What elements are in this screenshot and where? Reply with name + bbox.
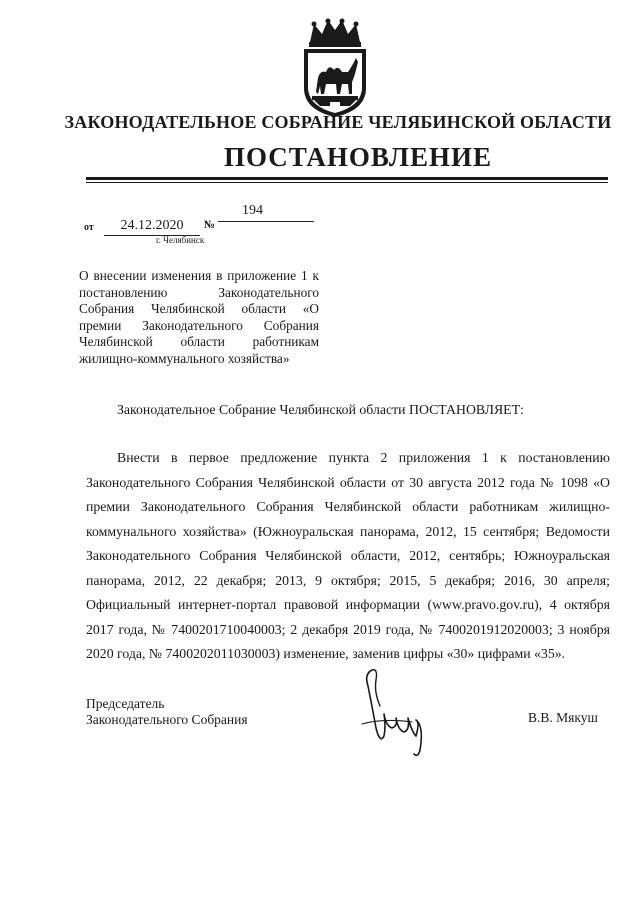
signatory-position [86,696,248,728]
document-number [218,203,314,222]
city-label: г. Челябинск [156,235,205,245]
header-divider-thick [86,177,608,180]
document-number-value: 194 [242,203,263,218]
organization-title: ЗАКОНОДАТЕЛЬНОЕ СОБРАНИЕ ЧЕЛЯБИНСКОЙ ОБЛАСТИ [64,112,612,132]
signatory-position-line2: Законодательного Собрания [86,712,248,727]
document-type-title: ПОСТАНОВЛЕНИЕ [223,142,493,172]
from-label: от [84,222,94,233]
document-date: 24.12.2020 [104,218,200,236]
signatory-position-line1: Председатель [86,696,165,711]
handwritten-signature-icon [354,666,434,758]
decree-body: Внести в первое предложение пункта 2 приложения 1 к постановлению Законодательного Собрания Челябинской области от 30 августа 2012 года № 1098 «О премии Законодательного Собрания Челябинской области работникам жилищно-коммунального хозяйства» (Южноуральская панорама, 2012, 15 сентября; Ведомости Законодательного Собрания Челябинской области, 2012, сентябрь; Южноуральская панорама, 2012, 22 декабря; 2013, 9 октября; 2015, 5 декабря; 2016, 30 апреля; Официальный интернет-портал правовой информации (www.pravo.gov.ru), 4 октября 2017 года, № 7400201710040003; 2 декабря 2019 года, № 7400201912020003; 3 ноября 2020 года, № 7400202011030003) изменение, заменив цифры «30» цифрами «35». [86,450,610,661]
document-subject: О внесении изменения в приложение 1 к постановлению Законодательного Собрания Челябинской области «О премии Законодательного Собрания Челябинской области работникам жилищно-коммунального хозяйства» [79,268,319,366]
signatory-name: В.В. Мякуш [528,710,598,725]
coat-of-arms-icon [296,18,374,118]
number-label: № [204,219,216,231]
header-divider-thin [86,182,608,183]
decree-intro: Законодательное Собрание Челябинской области ПОСТАНОВЛЯЕТ: [117,402,524,417]
